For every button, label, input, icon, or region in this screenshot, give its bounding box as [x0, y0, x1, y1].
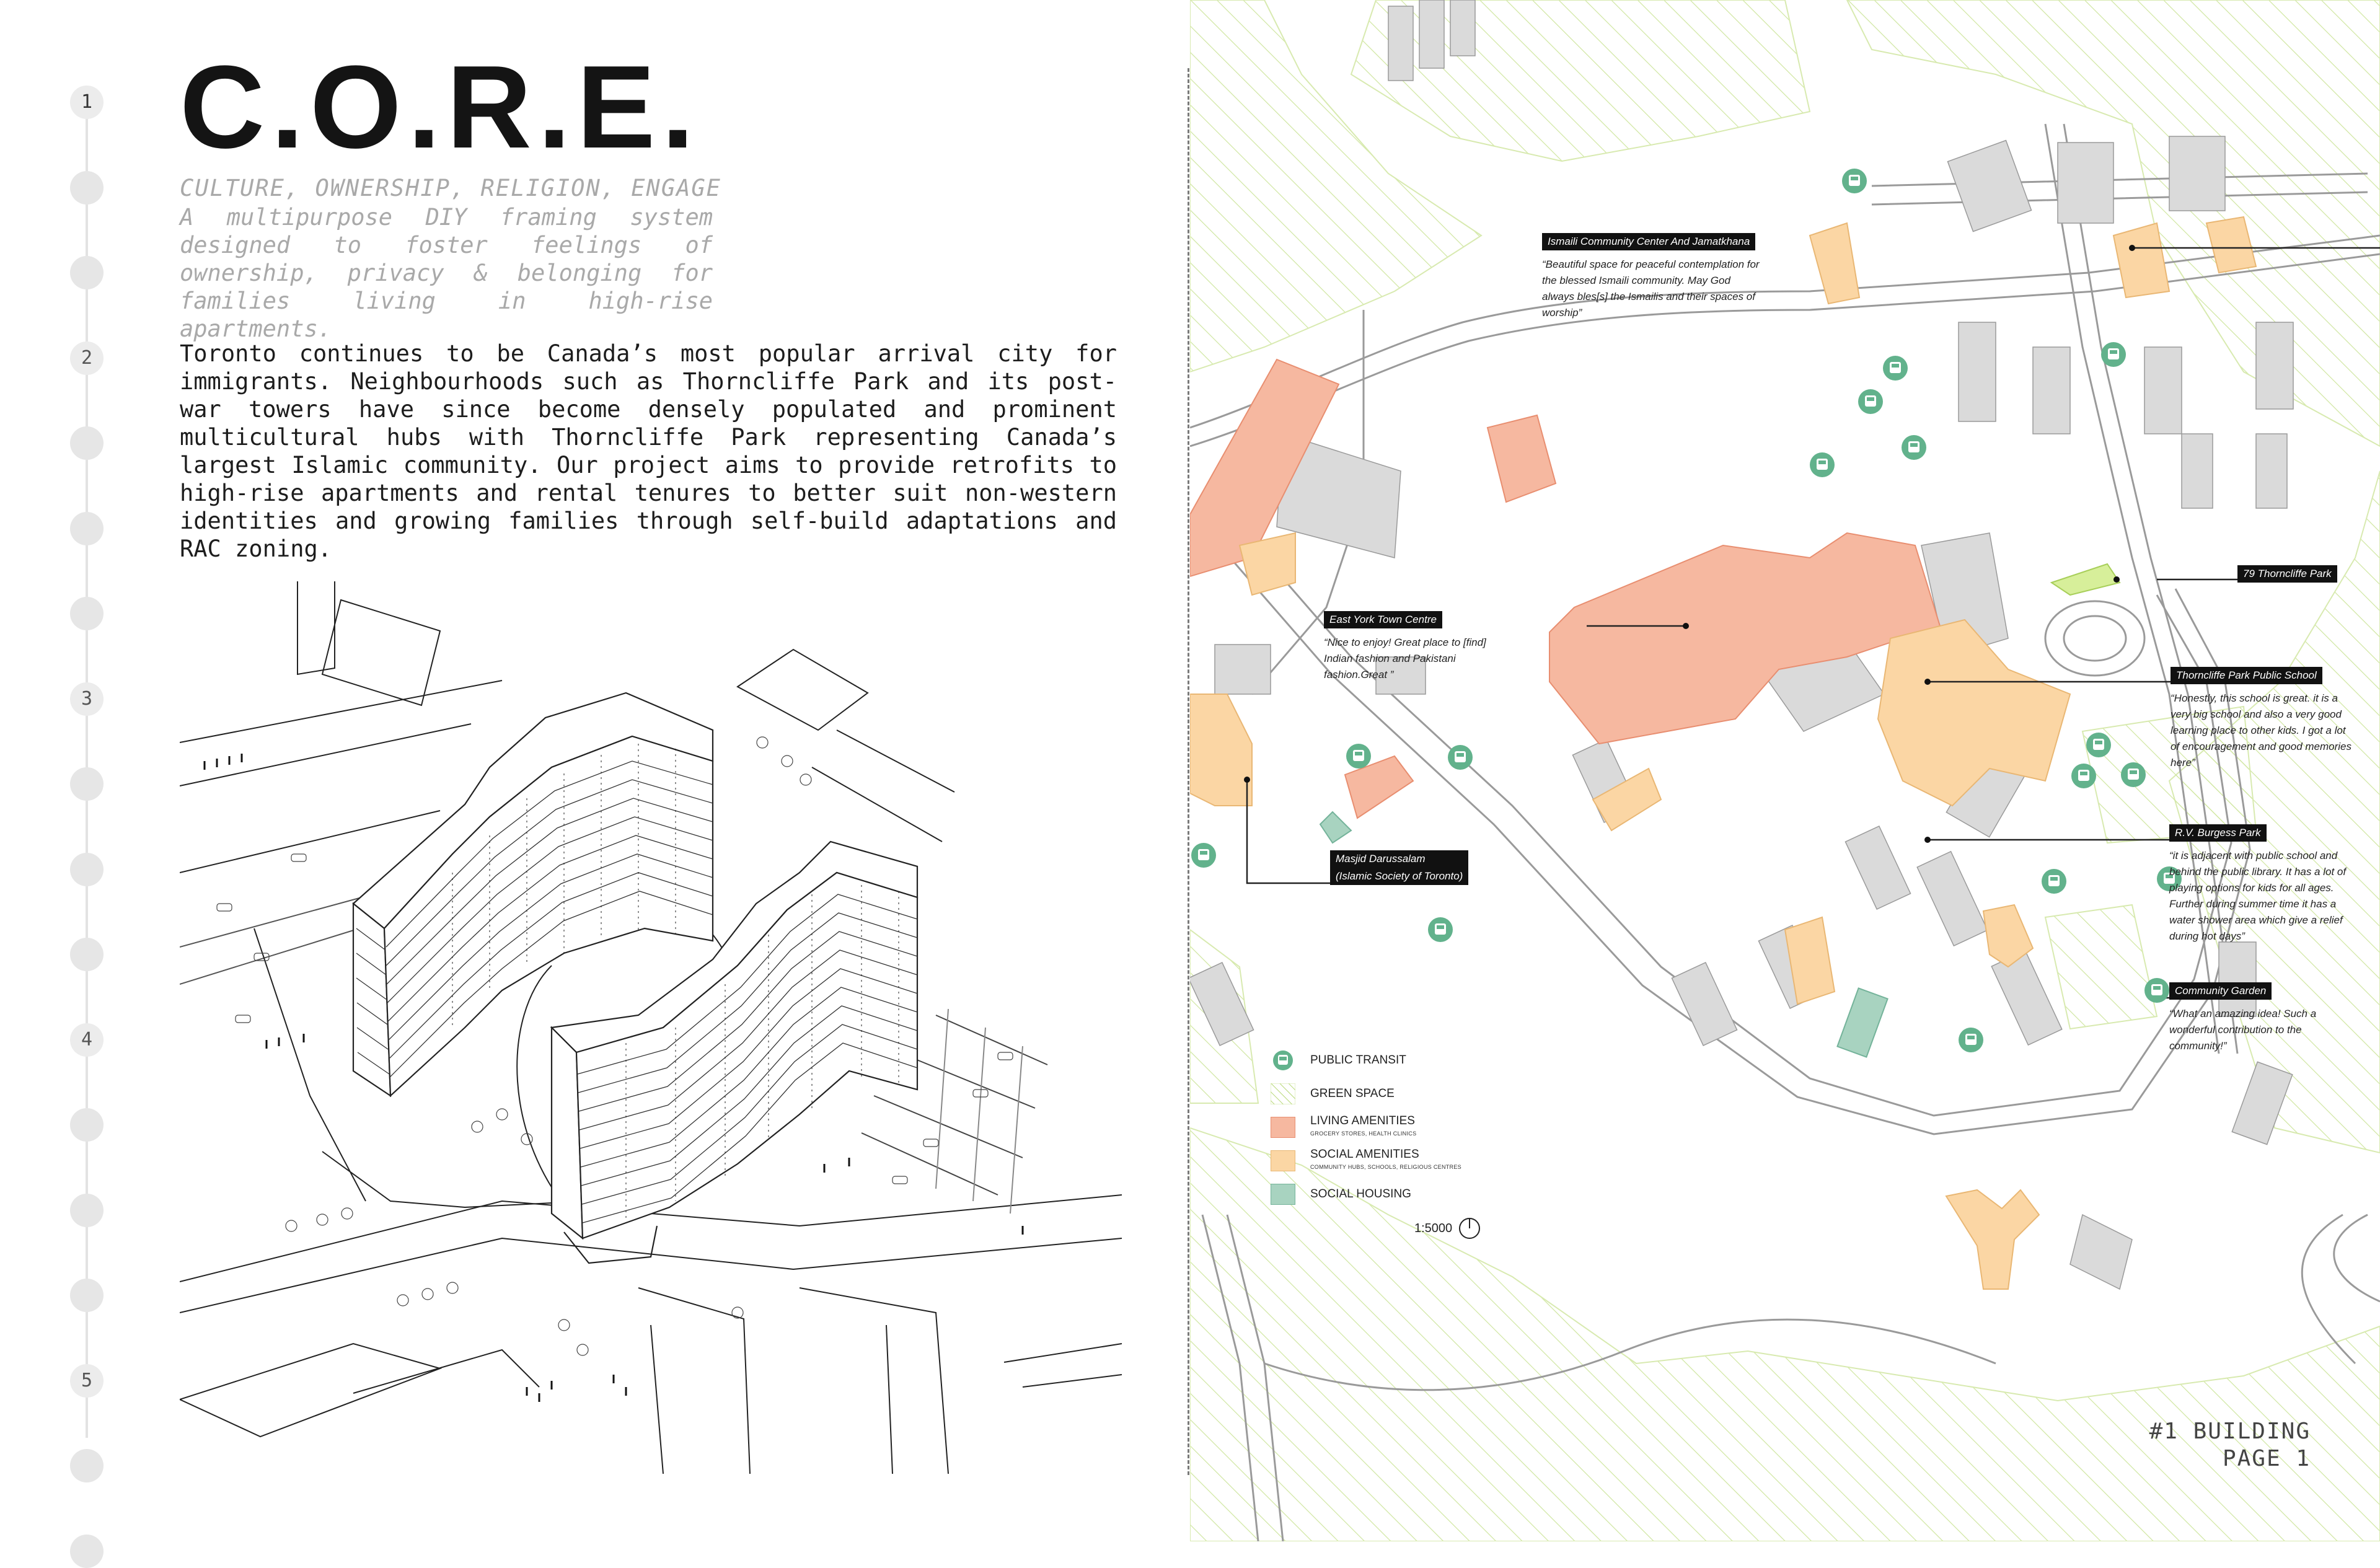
transit-stop-icon: [1810, 452, 1835, 477]
transit-stop-icon: [1448, 745, 1473, 770]
transit-stop-icon: [1191, 843, 1216, 868]
tower-axonometric-drawing: [180, 581, 1122, 1474]
legend-label: PUBLIC TRANSIT: [1310, 1054, 1406, 1067]
timeline-step-5: [70, 426, 104, 460]
living-amenities-swatch: [1271, 1117, 1295, 1138]
social-amenities-swatch: [1271, 1150, 1295, 1171]
page-label: [2120, 1418, 2311, 1473]
page-title: C.O.R.E.: [180, 42, 701, 173]
legend-item-public-transit: [1271, 1047, 1406, 1073]
scale-text: 1:5000: [1414, 1221, 1453, 1235]
transit-stop-icon: [2071, 764, 2096, 788]
callout-east-york-town-centre: [1324, 611, 1491, 683]
timeline-step-18: [70, 1535, 104, 1568]
timeline-step-11: [70, 938, 104, 971]
page-divider: [1188, 68, 1189, 1475]
transit-stop-icon: [2086, 733, 2111, 757]
transit-stop-icon: [1902, 435, 1926, 460]
callout-label: East York Town Centre: [1324, 611, 1442, 628]
timeline-step-2: [70, 171, 104, 205]
callout-label: 79 Thorncliffe Park: [2237, 565, 2337, 583]
timeline-step-1: 1: [70, 86, 104, 119]
timeline-step-17: [70, 1449, 104, 1482]
legend-label: SOCIAL HOUSING: [1310, 1187, 1411, 1200]
green-space-swatch: [1271, 1083, 1295, 1104]
legend-label: LIVING AMENITIES: [1310, 1114, 1415, 1127]
callout-quote: “Beautiful space for peaceful contemplation for the blessed Ismaili community. May God always bles[s] the Ismailis and their spaces of worship”: [1542, 258, 1760, 319]
project-tagline: A multipurpose DIY framing system designed to foster feelings of ownership, privacy & belonging for families living in high-rise apartments.: [180, 204, 713, 342]
timeline-line: [86, 87, 88, 1438]
callout-community-garden: [2169, 982, 2330, 1054]
transit-stop-icon: [1842, 169, 1867, 193]
transit-stop-icon: [2121, 762, 2146, 787]
intro-paragraph: Toronto continues to be Canada’s most popular arrival city for immigrants. Neighbourhoods such as Thorncliffe Park and its post-war towers have since become densely populated and prominent multicultural hubs with Thorncliffe Park representing Canada’s largest Islamic community. Our project aims to provide retrofits to high-rise apartments and rental tenures to better suit non-western identities and growing families through self-build adaptations and RAC zoning.: [180, 340, 1117, 562]
timeline-step-12: 4: [70, 1023, 104, 1057]
timeline-step-13: [70, 1108, 104, 1142]
north-arrow-icon: [1457, 1216, 1482, 1241]
timeline-step-7: [70, 597, 104, 630]
callout-label: Thorncliffe Park Public School: [2171, 667, 2322, 684]
living-amenities: [1190, 359, 1940, 818]
callout-quote: “Nice to enjoy! Great place to [find] Indian fashion and Pakistani fashion.Great ”: [1324, 636, 1486, 680]
callout-quote: “it is adjacent with public school and behind the public library. It has a lot of playing options for kids for all ages. Further during summer time it has a water shower area which give a relief during hot days”: [2169, 850, 2347, 942]
map-scale: [1414, 1216, 1482, 1241]
page-number: PAGE 1: [2222, 1446, 2311, 1471]
callout-ismaili-center: [1542, 233, 1765, 321]
transit-stop-icon: [1428, 917, 1453, 942]
park-79-thorncliffe: [2052, 564, 2120, 595]
legend-item-living-amenities: [1271, 1114, 1416, 1140]
social-housing-swatch: [1271, 1184, 1295, 1205]
transit-stop-icon: [1959, 1028, 1983, 1052]
timeline-step-3: [70, 256, 104, 289]
bus-stop-icon: [1271, 1050, 1295, 1071]
callout-label-secondary: (Islamic Society of Toronto): [1330, 868, 1468, 885]
timeline-step-15: [70, 1279, 104, 1312]
legend-sublabel: COMMUNITY HUBS, SCHOOLS, RELIGIOUS CENTRES: [1310, 1164, 1461, 1170]
callout-79-thorncliffe-park: [2237, 565, 2337, 583]
timeline-step-16: 5: [70, 1364, 104, 1398]
section-timeline: [68, 62, 105, 1475]
legend-label: SOCIAL AMENITIES: [1310, 1148, 1419, 1161]
transit-stop-icon: [2144, 978, 2169, 1003]
legend-sublabel: GROCERY STORES, HEALTH CLINICS: [1310, 1130, 1417, 1137]
callout-label: Community Garden: [2169, 982, 2272, 1000]
callout-label: Ismaili Community Center And Jamatkhana: [1542, 233, 1755, 250]
building-number: #1 BUILDING: [2149, 1419, 2311, 1444]
callout-thorncliffe-park-public-school: [2171, 667, 2356, 771]
timeline-step-8: 3: [70, 682, 104, 716]
page-subtitle: CULTURE, OWNERSHIP, RELIGION, ENGAGE: [180, 175, 721, 201]
legend-label: GREEN SPACE: [1310, 1087, 1395, 1100]
callout-rv-burgess-park: [2169, 824, 2355, 945]
transit-stop-icon: [1858, 389, 1883, 414]
timeline-step-14: [70, 1194, 104, 1227]
callout-label: R.V. Burgess Park: [2169, 824, 2267, 842]
callout-quote: “What an amazing idea! Such a wonderful contribution to the community!”: [2169, 1008, 2317, 1052]
transit-stop-icon: [1346, 744, 1371, 769]
legend-item-social-amenities: [1271, 1148, 1461, 1174]
timeline-step-9: [70, 767, 104, 801]
callout-masjid-darussalam: [1330, 850, 1468, 885]
timeline-step-4: 2: [70, 341, 104, 375]
callout-label: Masjid Darussalam: [1330, 850, 1468, 868]
legend-item-social-housing: [1271, 1181, 1411, 1207]
transit-stop-icon: [2042, 869, 2066, 894]
timeline-step-6: [70, 512, 104, 545]
legend-item-green-space: [1271, 1081, 1395, 1107]
transit-stop-icon: [1883, 356, 1908, 381]
callout-quote: “Honestly, this school is great. it is a very big school and also a very good learning place to other kids. I got a lot of encouragement and good memories here”: [2171, 692, 2352, 769]
site-map: [1190, 0, 2380, 1541]
timeline-step-10: [70, 853, 104, 886]
transit-stop-icon: [2101, 342, 2126, 367]
